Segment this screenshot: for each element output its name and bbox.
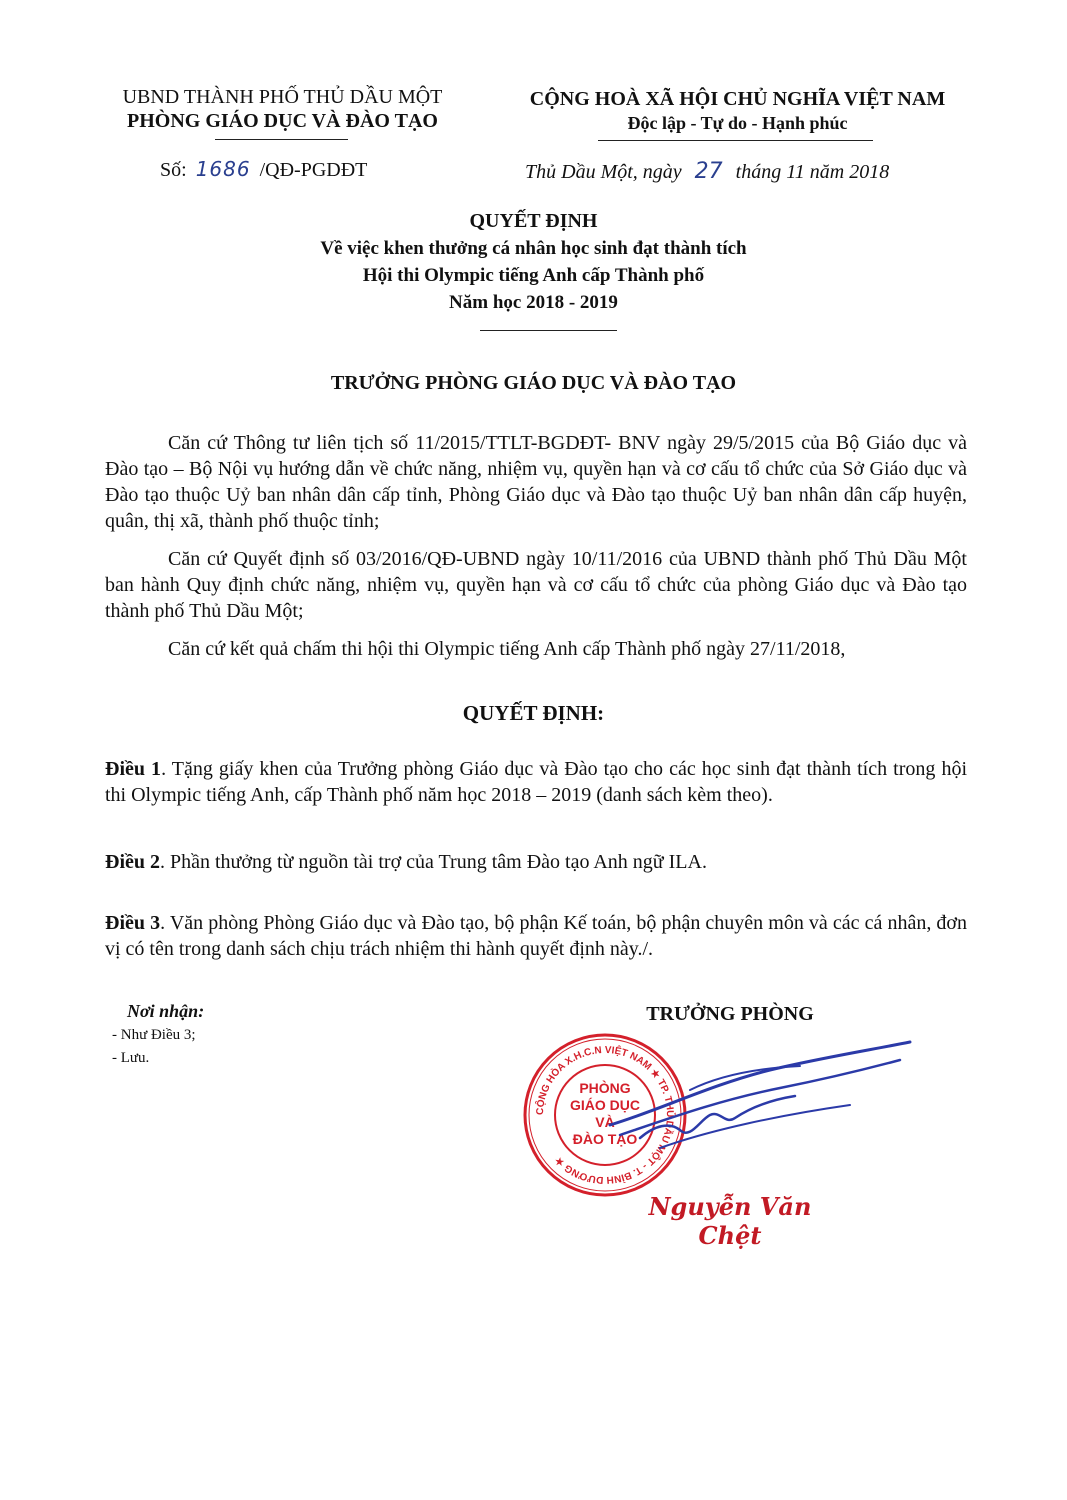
- national-title: CỘNG HOÀ XÃ HỘI CHỦ NGHĨA VIỆT NAM: [529, 88, 946, 110]
- document-subject-line-1: Về việc khen thưởng cá nhân học sinh đạt thành tích: [320, 238, 747, 259]
- article-text: . Văn phòng Phòng Giáo dục và Đào tạo, bộ phận Kế toán, bộ phận chuyên môn và các cá nhân, đơn vị có tên trong danh sách chịu trách nhiệm thi hành quyết định này./.: [105, 912, 968, 960]
- article-label: Điều 1: [105, 758, 162, 780]
- article-2: [105, 849, 967, 875]
- handwritten-signature: [600, 1030, 920, 1160]
- reference-number: [160, 157, 367, 182]
- article-3: [105, 910, 967, 962]
- preamble-paragraph: Căn cứ Quyết định số 03/2016/QĐ-UBND ngày 10/11/2016 của UBND thành phố Thủ Dầu Một ban hành Quy định chức năng, nhiệm vụ, quyền hạn và cơ cấu tổ chức của phòng Giáo dục và Đào tạo thành phố Thủ Dầu Một;: [105, 548, 967, 622]
- reference-handwritten-number: 1686: [195, 157, 251, 181]
- title-divider: [480, 330, 617, 331]
- stamp-center-line: VÀ: [595, 1114, 615, 1130]
- stamp-center-line: ĐÀO TẠO: [572, 1131, 638, 1147]
- header-right-divider: [598, 140, 873, 141]
- preamble-paragraph: Căn cứ Thông tư liên tịch số 11/2015/TTLT-BGDĐT- BNV ngày 29/5/2015 của Bộ Giáo dục và Đào tạo – Bộ Nội vụ hướng dẫn về chức năng, nhiệm vụ, quyền hạn và cơ cấu tổ chức của Sở Giáo dục và Đào tạo thuộc Uỷ ban nhân dân cấp tỉnh, Phòng Giáo dục và Đào tạo thuộc Uỷ ban nhân dân cấp huyện, quân, thị xã, thành phố thuộc tỉnh;: [105, 432, 967, 532]
- article-label: Điều 2: [105, 851, 160, 873]
- article-1: [105, 756, 967, 808]
- issuing-department: PHÒNG GIÁO DỤC VÀ ĐÀO TẠO: [127, 110, 438, 132]
- issuing-authority: UBND THÀNH PHỐ THỦ DẦU MỘT: [122, 86, 443, 108]
- stamp-ring-text: CỘNG HÒA X.H.C.N VIỆT NAM ★ TP. THỦ DẦU MỘT - T. BÌNH DƯƠNG ★: [534, 1044, 676, 1186]
- recipients-title: Nơi nhận:: [127, 1001, 205, 1021]
- date-prefix: Thủ Dầu Một, ngày: [525, 161, 682, 183]
- national-motto: Độc lập - Tự do - Hạnh phúc: [627, 113, 848, 133]
- reference-prefix: Số:: [160, 159, 187, 181]
- recipient-item: - Lưu.: [112, 1050, 150, 1066]
- date-handwritten-day: 27: [694, 159, 723, 184]
- date-suffix: tháng 11 năm 2018: [735, 161, 890, 183]
- signer-title: TRƯỞNG PHÒNG: [646, 1003, 814, 1025]
- reference-suffix: /QĐ-PGDĐT: [259, 159, 368, 181]
- signer-name: Nguyễn Văn Chệt: [648, 1192, 812, 1250]
- stamp-center-line: PHÒNG: [579, 1080, 631, 1096]
- document-date: [525, 159, 889, 184]
- stamp-center-line: GIÁO DỤC: [570, 1097, 640, 1113]
- document-subject-line-2: Hội thi Olympic tiếng Anh cấp Thành phố: [362, 265, 705, 286]
- article-text: . Phần thưởng từ nguồn tài trợ của Trung tâm Đào tạo Anh ngữ ILA.: [160, 851, 707, 873]
- decision-heading: QUYẾT ĐỊNH:: [462, 701, 605, 725]
- document-school-year: Năm học 2018 - 2019: [449, 292, 618, 313]
- header-left-divider: [215, 139, 348, 140]
- document-title: QUYẾT ĐỊNH: [469, 210, 598, 232]
- authority-heading: TRƯỞNG PHÒNG GIÁO DỤC VÀ ĐÀO TẠO: [330, 372, 737, 394]
- recipient-item: - Như Điều 3;: [112, 1027, 196, 1043]
- article-label: Điều 3: [105, 912, 161, 934]
- preamble-paragraph: Căn cứ kết quả chấm thi hội thi Olympic tiếng Anh cấp Thành phố ngày 27/11/2018,: [168, 638, 846, 660]
- article-text: . Tặng giấy khen của Trưởng phòng Giáo dục và Đào tạo cho các học sinh đạt thành tích trong hội thi Olympic tiếng Anh, cấp Thành phố năm học 2018 – 2019 (danh sách kèm theo).: [105, 758, 968, 806]
